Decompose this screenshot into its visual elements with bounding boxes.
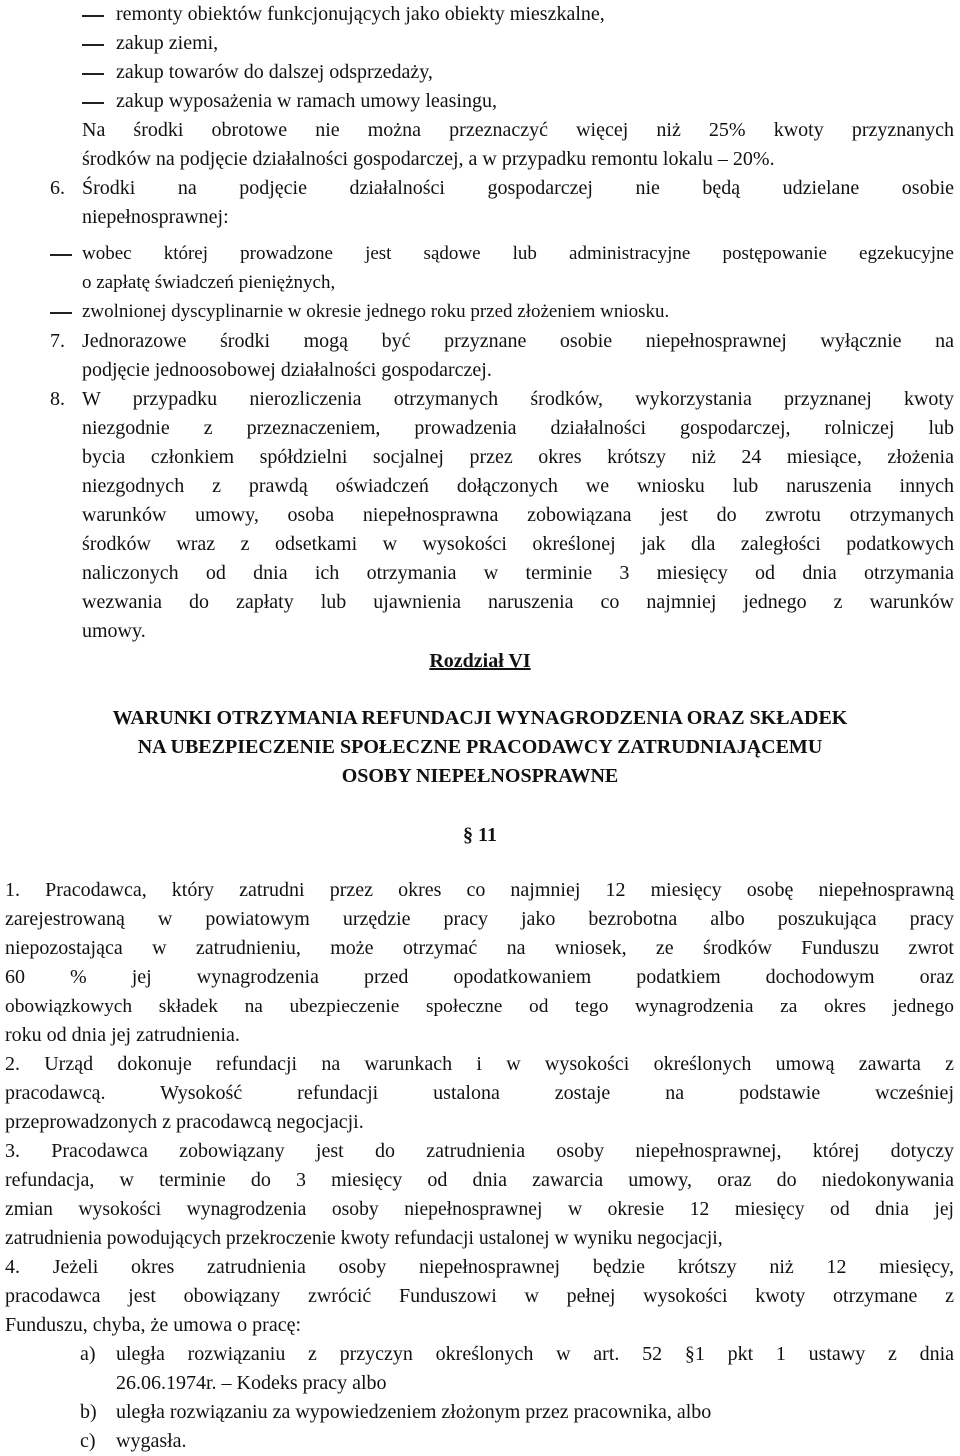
point-text: naliczonych od dnia ich otrzymania w terminie 3 miesięcy od dnia otrzymania [82,562,954,584]
paragraph-text: 3. Pracodawca zobowiązany jest do zatrudnienia osoby niepełnosprawnej, której dotyczy [5,1140,954,1162]
list-dash [50,312,72,314]
sub-item-text: 26.06.1974r. – Kodeks pracy albo [116,1372,387,1394]
paragraph-text: zarejestrowaną w powiatowym urzędzie pracy jako bezrobotna albo poszukująca pracy [5,908,954,930]
sub-item-text: uległa rozwiązaniu za wypowiedzeniem złożonym przez pracownika, albo [116,1401,712,1423]
point-text: Jednorazowe środki mogą być przyznane osobie niepełnosprawnej wyłącznie na [82,330,954,352]
paragraph-text: 4. Jeżeli okres zatrudnienia osoby niepełnosprawnej będzie krótszy niż 12 miesięcy, [5,1256,954,1278]
point-text: Środki na podjęcie działalności gospodarczej nie będą udzielane osobie [82,177,954,199]
sub-item-label: a) [80,1343,96,1365]
paragraph-text: pracodawcą. Wysokość refundacji ustalona zostaje na podstawie wcześniej [5,1082,954,1104]
paragraph-text: niepozostająca w zatrudnieniu, może otrzymać na wniosek, ze środków Funduszu zwrot [5,937,954,959]
sub-item-label: b) [80,1401,97,1423]
list-dash [82,73,104,75]
point-text: niezgodnie z przeznaczeniem, prowadzenia działalności gospodarczej, rolniczej lub [82,417,954,439]
list-item: zakup ziemi, [116,32,219,54]
paragraph-text: zmian wysokości wynagrodzenia osoby niepełnosprawnej w okresie 12 miesięcy od dnia jej [5,1199,954,1220]
point-text: niezgodnych z prawdą oświadczeń dołączonych we wniosku lub naruszenia innych [82,475,954,497]
paragraph-text: Funduszu, chyba, że umowa o pracę: [5,1314,302,1336]
paragraph-text: pracodawca jest obowiązany zwrócić Funduszowi w pełnej wysokości kwoty otrzymane z [5,1285,954,1307]
list-item: o zapłatę świadczeń pieniężnych, [82,272,336,293]
list-dash [82,15,104,17]
paragraph-text: roku od dnia jej zatrudnienia. [5,1024,240,1046]
point-text: W przypadku nierozliczenia otrzymanych środków, wykorzystania przyznanej kwoty [82,388,954,410]
point-text: bycia członkiem spółdzielni socjalnej przez okres krótszy niż 24 miesiące, złożenia [82,446,954,468]
paragraph-text: 60 % jej wynagrodzenia przed opodatkowaniem podatkiem dochodowym oraz [5,966,954,988]
chapter-title: NA UBEZPIECZENIE SPOŁECZNE PRACODAWCY ZATRUDNIAJĄCEMU [137,736,823,758]
paragraph-text: przeprowadzonych z pracodawcą negocjacji. [5,1111,364,1133]
paragraph-text: 1. Pracodawca, który zatrudni przez okres co najmniej 12 miesięcy osobę niepełnosprawną [5,879,954,901]
list-dash [82,102,104,104]
point-text: wezwania do zapłaty lub ujawnienia naruszenia co najmniej jednego z warunków [82,591,954,613]
list-item: zakup wyposażenia w ramach umowy leasingu, [116,90,497,112]
note-line: środków na podjęcie działalności gospodarczej, a w przypadku remontu lokalu – 20%. [82,148,775,170]
paragraph-text: zatrudnienia powodujących przekroczenie kwoty refundacji ustalonej w wyniku negocjacji, [5,1228,723,1249]
paragraph-sign: § 11 [463,824,497,846]
paragraph-text: refundacja, w terminie do 3 miesięcy od dnia zawarcia umowy, oraz do niedokonywania [5,1169,954,1191]
point-text: umowy. [82,620,146,642]
list-item: remonty obiektów funkcjonujących jako obiekty mieszkalne, [116,3,605,25]
point-text: środków wraz z odsetkami w wysokości określonej jak dla zaległości podatkowych [82,533,954,555]
chapter-label: Rozdział VI [429,650,531,672]
list-item: zwolnionej dyscyplinarnie w okresie jednego roku przed złożeniem wniosku. [82,301,670,322]
point-number: 8. [50,388,65,410]
point-text: warunków umowy, osoba niepełnosprawna zobowiązana jest do zwrotu otrzymanych [82,504,954,526]
sub-item-label: c) [80,1430,96,1452]
sub-item-text: uległa rozwiązaniu z przyczyn określonych w art. 52 §1 pkt 1 ustawy z dnia [116,1343,954,1365]
point-text: niepełnosprawnej: [82,206,229,228]
note-line: Na środki obrotowe nie można przeznaczyć więcej niż 25% kwoty przyznanych [82,119,954,141]
list-item: zakup towarów do dalszej odsprzedaży, [116,61,433,83]
sub-item-text: wygasła. [116,1430,187,1452]
point-text: podjęcie jednoosobowej działalności gospodarczej. [82,359,492,381]
chapter-title: WARUNKI OTRZYMANIA REFUNDACJI WYNAGRODZENIA ORAZ SKŁADEK [112,707,848,729]
point-number: 6. [50,177,65,199]
chapter-title: OSOBY NIEPEŁNOSPRAWNE [341,765,619,787]
list-dash [82,44,104,46]
list-dash [50,254,72,256]
paragraph-text: obowiązkowych składek na ubezpieczenie społeczne od tego wynagrodzenia za okres jednego [5,996,954,1017]
point-number: 7. [50,330,65,352]
paragraph-text: 2. Urząd dokonuje refundacji na warunkach i w wysokości określonych umową zawarta z [5,1053,954,1075]
list-item: wobec której prowadzone jest sądowe lub administracyjne postępowanie egzekucyjne [82,243,954,264]
